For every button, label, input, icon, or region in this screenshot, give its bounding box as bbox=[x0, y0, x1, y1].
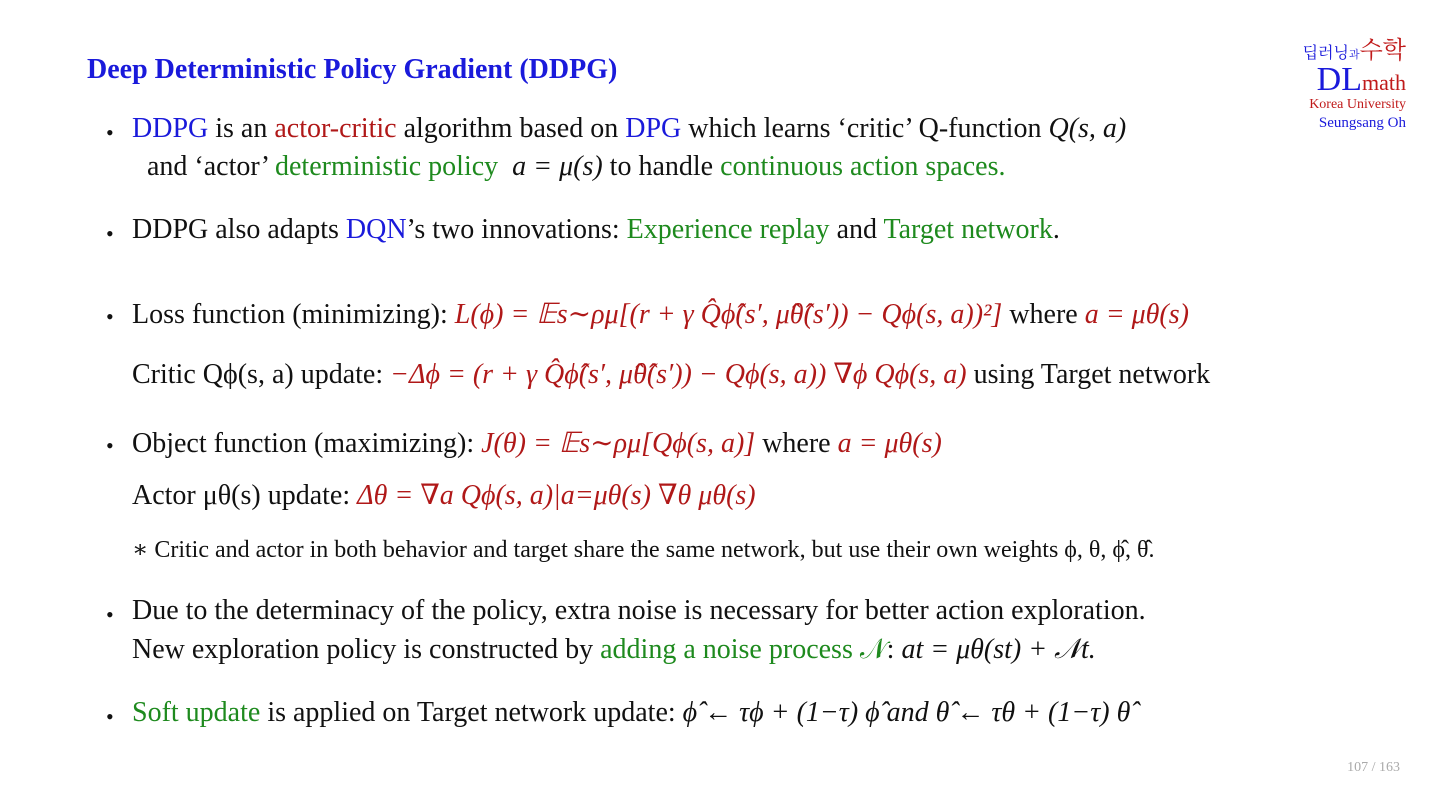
exploration-formula: at = μθ(st) + 𝒩t. bbox=[901, 634, 1096, 665]
bullet-dot: • bbox=[106, 433, 114, 458]
experience-replay-term: Experience replay bbox=[626, 214, 830, 245]
dlmath-logo bbox=[1276, 30, 1406, 132]
actor-update-formula: Δθ = ∇a Qϕ(s, a)|a=μθ(s) ∇θ μθ(s) bbox=[357, 480, 756, 511]
bullet4-objective-line bbox=[132, 426, 942, 460]
bullet-dot: • bbox=[106, 704, 114, 729]
bullet4-actor-line bbox=[132, 478, 756, 512]
policy-formula: a = μθ(s) bbox=[837, 428, 942, 459]
logo-author: Seungsang Oh bbox=[1318, 115, 1406, 131]
text: Object function (maximizing): bbox=[132, 428, 482, 459]
policy-formula: a = μθ(s) bbox=[1084, 299, 1189, 330]
text: Loss function (minimizing): bbox=[132, 299, 455, 330]
logo-korean-su: 수학 bbox=[1359, 38, 1406, 64]
page-number: 107 / 163 bbox=[1347, 760, 1400, 775]
actor-critic-term: actor-critic bbox=[274, 113, 397, 144]
logo-university: Korea University bbox=[1309, 97, 1406, 112]
noise-process-term: adding a noise process 𝒩 bbox=[600, 634, 887, 665]
text: to handle bbox=[602, 151, 721, 182]
text: is applied on Target network update: bbox=[260, 697, 683, 728]
text: where bbox=[1002, 299, 1085, 330]
ddpg-term: DDPG bbox=[132, 113, 209, 144]
q-formula: Q(s, a) bbox=[1048, 113, 1127, 144]
dqn-term: DQN bbox=[345, 214, 407, 245]
bullet3-loss-line bbox=[132, 297, 1189, 331]
loss-formula: L(ϕ) = 𝔼s∼ρμ[(r + γ Q̂ϕ̂(s′, μ̂θ̂(s′)) − Qϕ(s, a))²] bbox=[454, 299, 1003, 330]
text: ’s two innovations: bbox=[406, 214, 627, 245]
logo-korean-top: 딥러닝 bbox=[1302, 45, 1349, 62]
target-network-term: Target network bbox=[883, 214, 1053, 245]
text: using Target network bbox=[966, 359, 1211, 390]
dpg-term: DPG bbox=[625, 113, 682, 144]
page-title: Deep Deterministic Policy Gradient (DDPG) bbox=[87, 54, 618, 85]
text: . bbox=[998, 151, 1006, 182]
objective-formula: J(θ) = 𝔼s∼ρμ[Qϕ(s, a)] bbox=[481, 428, 756, 459]
text: New exploration policy is constructed by bbox=[132, 634, 601, 665]
text: Actor μθ(s) update: bbox=[132, 480, 358, 511]
logo-math: math bbox=[1362, 70, 1406, 95]
text: and bbox=[829, 214, 884, 245]
det-policy-term: deterministic policy bbox=[275, 151, 499, 182]
text: DDPG also adapts bbox=[132, 214, 346, 245]
bullet3-critic-line bbox=[132, 357, 1210, 391]
bullet-dot: • bbox=[106, 602, 114, 627]
text: Critic Qϕ(s, a) update: bbox=[132, 359, 391, 390]
logo-dl: DL bbox=[1316, 61, 1362, 98]
text: . bbox=[1052, 214, 1060, 245]
soft-update-formula: ϕ̂ ← τϕ + (1−τ) ϕ̂ and θ̂ ← τθ + (1−τ) θ̂ bbox=[682, 697, 1131, 728]
bullet5-line1: Due to the determinacy of the policy, extra noise is necessary for better action exploration. bbox=[132, 595, 1146, 626]
text: which learns ‘critic’ Q-function bbox=[681, 113, 1049, 144]
weights-note: ∗ Critic and actor in both behavior and target share the same network, but use their own weights ϕ, θ, ϕ̂, θ̂. bbox=[132, 537, 1155, 563]
bullet-dot: • bbox=[106, 221, 114, 246]
text: : bbox=[886, 634, 902, 665]
continuous-term: continuous action spaces bbox=[720, 151, 999, 182]
bullet2-line bbox=[132, 214, 1060, 246]
text: is an bbox=[208, 113, 275, 144]
text: algorithm based on bbox=[396, 113, 626, 144]
critic-update-formula: −Δϕ = (r + γ Q̂ϕ̂(s′, μ̂θ̂(s′)) − Qϕ(s, a)) ∇ϕ Qϕ(s, a) bbox=[390, 359, 967, 390]
bullet6-line bbox=[132, 697, 1130, 729]
text: and ‘actor’ bbox=[147, 151, 275, 182]
bullet1-line2 bbox=[147, 151, 1005, 183]
bullet1-line1 bbox=[132, 113, 1126, 145]
bullet-dot: • bbox=[106, 304, 114, 329]
soft-update-term: Soft update bbox=[132, 697, 261, 728]
bullet-dot: • bbox=[106, 120, 114, 145]
policy-formula: a = μ(s) bbox=[512, 151, 603, 182]
bullet5-line2 bbox=[132, 634, 1096, 666]
logo-korean-mid: 과 bbox=[1348, 49, 1360, 61]
text: where bbox=[755, 428, 838, 459]
